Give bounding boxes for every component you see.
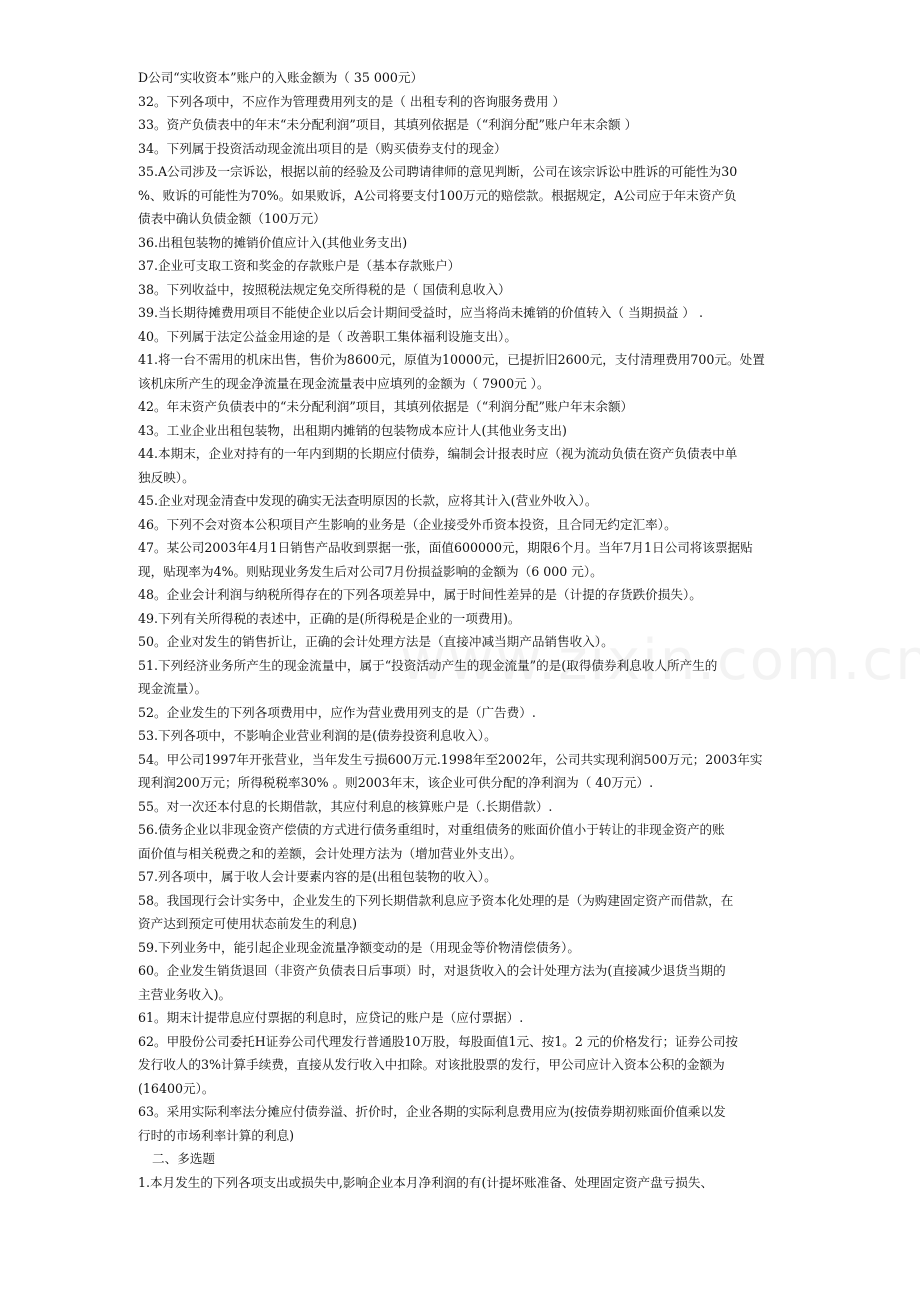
text-line: 57.列各项中，属于收人会计要素内容的是(出租包装物的收入）。 <box>138 869 497 884</box>
text-line: 41.将一台不需用的机床出售，售价为8600元，原值为10000元，已提折旧2600元，支付清理费用700元。处置 <box>138 352 765 367</box>
text-line: 43。工业企业出租包装物，出租期内摊销的包装物成本应计人(其他业务支出) <box>138 422 567 438</box>
text-line: 51.下列经济业务所产生的现金流量中，属于“投资活动产生的现金流量”的是(取得债券利息收人所产生的 <box>138 657 718 673</box>
text-line: 52。企业发生的下列各项费用中，应作为营业费用列支的是（广告费）. <box>138 704 536 720</box>
text-line: 59.下列业务中，能引起企业现金流量净额变动的是（用现金等价物清偿债务）。 <box>138 939 580 955</box>
text-line: 现利润200万元；所得税税率30% 。则2003年末，该企业可供分配的净利润为（ 40万元）. <box>138 775 654 790</box>
text-line: 58。我国现行会计实务中，企业发生的下列长期借款利息应予资本化处理的是（为购建固定资产而借款，在 <box>138 892 734 908</box>
text-line: 55。对一次还本付息的长期借款，其应付利息的核算账户是（.长期借款）. <box>138 798 553 814</box>
text-line: 63。采用实际利率法分摊应付债券溢、折价时，企业各期的实际利息费用应为(按债券期初账面价值乘以发 <box>138 1104 726 1119</box>
text-line: 45.企业对现金清查中发现的确实无法查明原因的长款，应将其计入(营业外收入）。 <box>138 493 598 508</box>
text-line: 49.下列有关所得税的表述中，正确的是(所得税是企业的一项费用)。 <box>138 610 521 626</box>
text-line: 54。甲公司1997年开张营业，当年发生亏损600万元.1998年至2002年，公司共实现利润500万元；2003年实 <box>138 751 763 767</box>
text-line: 33。资产负债表中的年末“未分配利润”项目，其填列依据是（“利润分配”账户年末余额 ） <box>138 117 638 132</box>
text-line: (16400元）。 <box>138 1080 215 1096</box>
document-body <box>138 66 788 1194</box>
text-line: 61。期末计提带息应付票据的利息时，应贷记的账户是（应付票据）. <box>138 1010 524 1025</box>
text-line: 36.出租包装物的摊销价值应计入(其他业务支出) <box>138 234 408 250</box>
text-line: 46。下列不会对资本公积项目产生影响的业务是（企业接受外币资本投资，且合同无约定汇率）。 <box>138 516 677 532</box>
text-line: 35.A公司涉及一宗诉讼，根据以前的经验及公司聘请律师的意见判断，公司在该宗诉讼中胜诉的可能性为30 <box>138 164 738 179</box>
text-line: 44.本期末，企业对持有的一年内到期的长期应付债券，编制会计报表时应（视为流动负债在资产负债表中单 <box>138 446 738 461</box>
text-line: 面价值与相关税费之和的差额，会计处理方法为（增加营业外支出）。 <box>138 845 523 861</box>
text-line: 行时的市场利率计算的利息) <box>138 1127 295 1143</box>
text-line: 48。企业会计利润与纳税所得存在的下列各项差异中，属于时间性差异的是（计提的存货跌价损失）。 <box>138 587 702 602</box>
text-line: 40。下列属于法定公益金用途的是（ 改善职工集体福利设施支出）。 <box>138 328 517 344</box>
text-line: 37.企业可支取工资和奖金的存款账户是（基本存款账户） <box>138 258 461 273</box>
text-line: 47。某公司2003年4月1日销售产品收到票据一张，面值600000元，期限6个月。当年7月1日公司将该票据贴 <box>138 540 753 555</box>
text-line: 56.债务企业以非现金资产偿债的方式进行债务重组时，对重组债务的账面价值小于转让的非现金资产的账 <box>138 822 725 837</box>
text-line: 现，贴现率为4%。则贴现业务发生后对公司7月份损益影响的金额为（6 000 元）。 <box>138 563 603 579</box>
text-line: 1.本月发生的下列各项支出或损失中,影响企业本月净利润的有(计提坏账准备、处理固定资产盘亏损失、 <box>138 1174 714 1190</box>
text-line: %、败诉的可能性为70%。如果败诉，A公司将要支付100万元的赔偿款。根据规定，A公司应于年末资产负 <box>138 187 737 203</box>
text-line: 32。下列各项中，不应作为管理费用列支的是（ 出租专利的咨询服务费用 ） <box>138 93 566 109</box>
text-line: 38。下列收益中，按照税法规定免交所得税的是（ 国债利息收入） <box>138 281 511 297</box>
text-line: 主营业务收入)。 <box>138 986 232 1002</box>
text-line: 独反映）。 <box>138 469 195 485</box>
text-line: 39.当长期待摊费用项目不能使企业以后会计期间受益时，应当将尚未摊销的价值转入（ 当期损益 ） . <box>138 305 703 320</box>
text-line: 现金流量）。 <box>138 681 208 696</box>
text-line: 债表中确认负债金额（100万元） <box>138 211 326 226</box>
text-line: 42。年末资产负债表中的“未分配利润”项目，其填列依据是（“利润分配”账户年末余额） <box>138 399 634 414</box>
text-line: 53.下列各项中，不影响企业营业利润的是(债券投资利息收入）。 <box>138 728 497 743</box>
section-heading: 二、多选题 <box>152 1151 215 1166</box>
text-line: 60。企业发生销货退回（非资产负债表日后事项）时，对退货收入的会计处理方法为(直接减少退货当期的 <box>138 963 726 978</box>
text-line: 34。下列属于投资活动现金流出项目的是（购买债券支付的现金） <box>138 140 507 156</box>
text-line: 62。甲股份公司委托H证券公司代理发行普通股10万股，每股面值1元、按1。2 元的价格发行；证券公司按 <box>138 1033 739 1049</box>
text-line: 资产达到预定可使用状态前发生的利息) <box>138 916 358 931</box>
text-line: 50。企业对发生的销售折让，正确的会计处理方法是（直接冲减当期产品销售收入）。 <box>138 634 614 649</box>
text-line: 发行收人的3%计算手续费，直接从发行收入中扣除。对该批股票的发行，甲公司应计入资本公积的金额为 <box>138 1057 725 1072</box>
text-line: D公司“实收资本”账户的入账金额为（ 35 000元） <box>138 70 424 85</box>
text-line: 该机床所产生的现金净流量在现金流量表中应填列的金额为（ 7900元 ）。 <box>138 375 550 391</box>
